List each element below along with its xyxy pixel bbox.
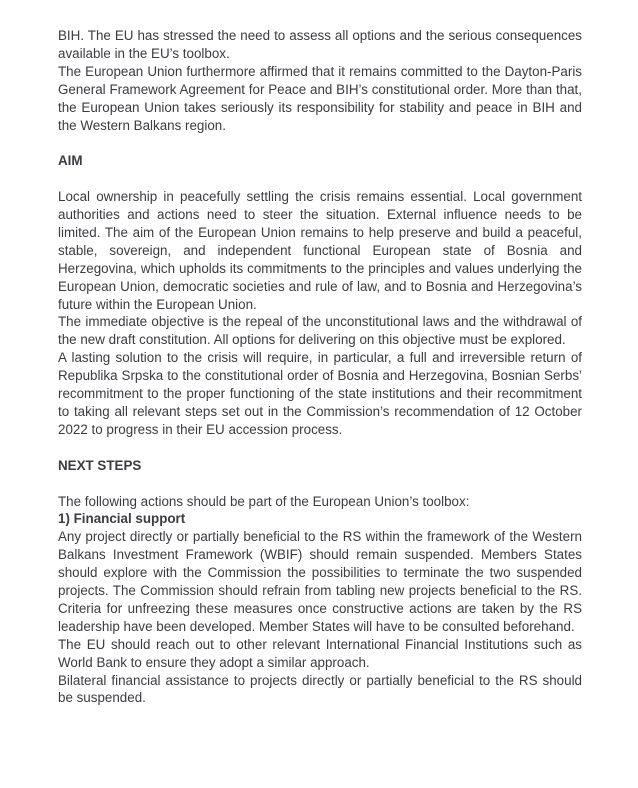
document-page [58,27,582,707]
paragraph-dayton-paris-commitment: The European Union furthermore affirmed that it remains committed to the Dayton-Paris General Framework Agreement for Peace and BIH’s constitutional order. More than that, the European Union takes seriously its responsibility for stability and peace in BIH and the Western Balkans region. [58,63,582,133]
paragraph-bilateral-assistance: Bilateral financial assistance to projects directly or partially beneficial to the RS should be suspended. [58,672,582,706]
paragraph-ifi-outreach: The EU should reach out to other relevant International Financial Institutions such as World Bank to ensure they adopt a similar approach. [58,636,582,670]
paragraph-toolbox-actions: The following actions should be part of the European Union’s toolbox: [58,493,470,509]
paragraph-wbif-suspension: Any project directly or partially beneficial to the RS within the framework of the Western Balkans Investment Framework (WBIF) should remain suspended. Members States should explore with the Commission the possibilities to terminate the two suspended projects. The Commission should refrain from tabling new projects beneficial to the RS. Criteria for unfreezing these measures once constructive actions are taken by the RS leadership have been developed. Member States will have to be consulted beforehand. [58,529,582,634]
paragraph-lasting-solution: A lasting solution to the crisis will require, in particular, a full and irreversible return of Republika Srpska to the constitutional order of Bosnia and Herzegovina, Bosnian Serbs’ recommitment to the proper functioning of the state institutions and their recommitment to taking all relevant steps set out in the Commission’s recommendation of 12 October 2022 to progress in their EU accession process. [58,350,582,437]
paragraph-local-ownership: Local ownership in peacefully settling the crisis remains essential. Local government authorities and actions need to steer the situation. External influence needs to be limited. The aim of the European Union remains to help preserve and build a peaceful, stable, sovereign, and independent functional European state of Bosnia and Herzegovina, which upholds its commitments to the principles and values underlying the European Union, democratic societies and rule of law, and to Bosnia and Herzegovina’s future within the European Union. [58,189,582,312]
heading-financial-support: 1) Financial support [58,511,186,527]
paragraph-eu-toolbox-intro: BIH. The EU has stressed the need to assess all options and the serious consequences available in the EU’s toolbox. [58,28,582,61]
paragraph-immediate-objective: The immediate objective is the repeal of the unconstitutional laws and the withdrawal of the new draft constitution. All options for delivering on this objective must be explored. [58,314,582,348]
heading-aim: AIM [58,153,83,169]
heading-next-steps: NEXT STEPS [58,457,142,473]
